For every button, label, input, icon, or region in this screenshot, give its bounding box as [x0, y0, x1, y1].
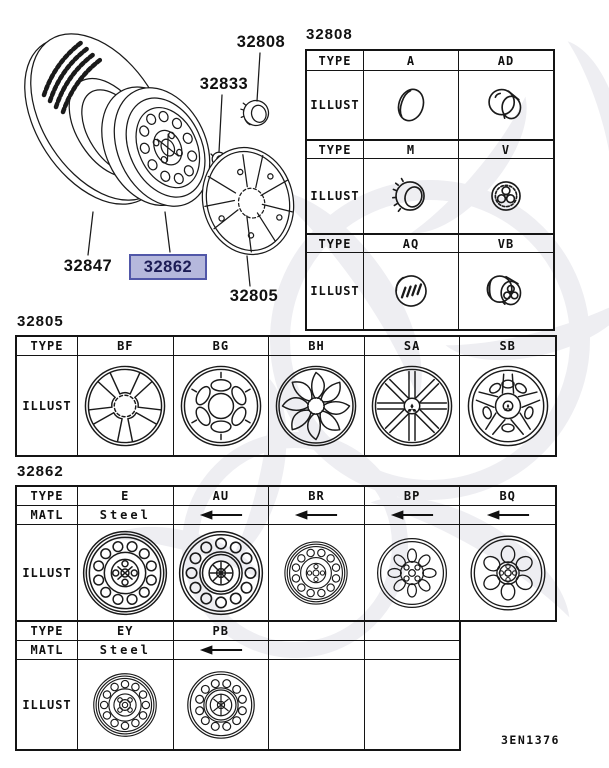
illust-cell [77, 524, 173, 620]
illust-cell [458, 70, 553, 139]
type-header-cell: TYPE [307, 233, 363, 252]
type-cell: BF [77, 337, 173, 355]
left-arrow-icon [293, 509, 339, 521]
matl-cell [268, 640, 364, 659]
type-cell: V [458, 139, 553, 158]
part-label-32847[interactable]: 32847 [63, 257, 113, 275]
table-32808 [305, 49, 555, 331]
matl-cell [364, 640, 460, 659]
type-cell: A [363, 51, 458, 70]
matl-cell [459, 505, 555, 524]
eight-twin-spoke-cover-icon [369, 360, 455, 452]
illust-cell [364, 659, 460, 749]
type-cell: AQ [363, 233, 458, 252]
type-cell: E [77, 487, 173, 505]
type-header-cell: TYPE [30, 624, 64, 638]
table-32805-title: 32805 [17, 313, 64, 330]
steel-wheel-small-12-hole-icon [272, 528, 360, 618]
illust-cell [268, 524, 364, 620]
illust-cell [364, 355, 460, 455]
table-32862-title: 32862 [17, 463, 64, 480]
illust-cell [268, 355, 364, 455]
illust-header-cell: ILLUST [307, 70, 363, 139]
matl-cell: Steel [77, 505, 173, 524]
illust-cell [173, 355, 269, 455]
type-cell: AU [173, 487, 269, 505]
left-arrow-icon [389, 509, 435, 521]
type-cell: M [363, 139, 458, 158]
type-cell: SA [364, 337, 460, 355]
type-header-cell: TYPE [30, 489, 64, 503]
table-32808-title: 32808 [306, 26, 353, 43]
illust-cell [459, 524, 555, 620]
plain-dome-cap-icon [382, 76, 440, 134]
type-cell: BP [364, 487, 460, 505]
illust-header-cell: ILLUST [307, 252, 363, 329]
part-label-32862-highlighted[interactable]: 32862 [129, 254, 207, 280]
logo-dome-cap-icon [382, 262, 440, 320]
ring-cap-icon [477, 76, 535, 134]
matl-cell [364, 505, 460, 524]
figure-code: 3EN1376 [501, 733, 560, 747]
table-32805 [15, 335, 557, 457]
type-cell [364, 622, 460, 640]
type-cell: BH [268, 337, 364, 355]
illust-header-cell: ILLUST [17, 524, 77, 620]
type-header-cell: TYPE [318, 53, 352, 68]
type-cell: VB [458, 233, 553, 252]
steel-wheel-14-hole-hub-icon [179, 662, 263, 748]
part-label-32833[interactable]: 32833 [199, 75, 249, 93]
type-header-cell: TYPE [307, 139, 363, 158]
part-label-32808[interactable]: 32808 [236, 33, 286, 51]
illust-header-cell: ILLUST [307, 158, 363, 233]
type-cell: BQ [459, 487, 555, 505]
type-cell: SB [459, 337, 555, 355]
illust-header-cell: ILLUST [17, 355, 77, 455]
steel-wheel-14-hole-icon [177, 528, 265, 618]
six-slot-cover-icon [178, 360, 264, 452]
illust-cell [77, 659, 173, 749]
illust-cell [77, 355, 173, 455]
matl-cell: Steel [77, 640, 173, 659]
illust-cell [173, 524, 269, 620]
type-cell: BR [268, 487, 364, 505]
type-cell [268, 622, 364, 640]
table-32862-section-2 [15, 620, 461, 751]
illust-cell [173, 659, 269, 749]
left-arrow-icon [198, 644, 244, 656]
illust-cell [459, 355, 555, 455]
left-arrow-icon [485, 509, 531, 521]
type-header-cell: TYPE [30, 339, 64, 353]
illust-cell [458, 252, 553, 329]
illust-header-cell: ILLUST [17, 659, 77, 749]
type-cell: BG [173, 337, 269, 355]
steel-wheel-16-hole-icon [81, 528, 169, 618]
left-arrow-icon [198, 509, 244, 521]
five-twin-spoke-logo-cover-icon [465, 360, 551, 452]
five-spoke-star-cover-icon [82, 360, 168, 452]
matl-header-cell: MATL [17, 505, 77, 524]
steel-wheel-6-vent-icon [464, 528, 552, 618]
knurled-ring-nut-icon [382, 167, 440, 225]
center-cap-drawing [238, 97, 271, 129]
illust-cell [458, 158, 553, 233]
steel-wheel-12-hole-4-lug-icon [83, 662, 167, 748]
illust-cell [363, 70, 458, 139]
matl-header-cell: MATL [17, 640, 77, 659]
illust-cell [364, 524, 460, 620]
three-blade-cylinder-cap-icon [477, 262, 535, 320]
part-label-32805[interactable]: 32805 [229, 287, 279, 305]
type-cell: EY [77, 622, 173, 640]
table-32862-section-1 [15, 485, 557, 622]
turbine-vane-cover-icon [273, 360, 359, 452]
matl-cell [268, 505, 364, 524]
steel-wheel-8-oval-vent-icon [368, 528, 456, 618]
type-cell: PB [173, 622, 269, 640]
illust-cell [363, 158, 458, 233]
three-blade-disc-cap-icon [477, 167, 535, 225]
matl-cell [173, 640, 269, 659]
matl-cell [173, 505, 269, 524]
illust-cell [268, 659, 364, 749]
type-cell: AD [458, 51, 553, 70]
illust-cell [363, 252, 458, 329]
